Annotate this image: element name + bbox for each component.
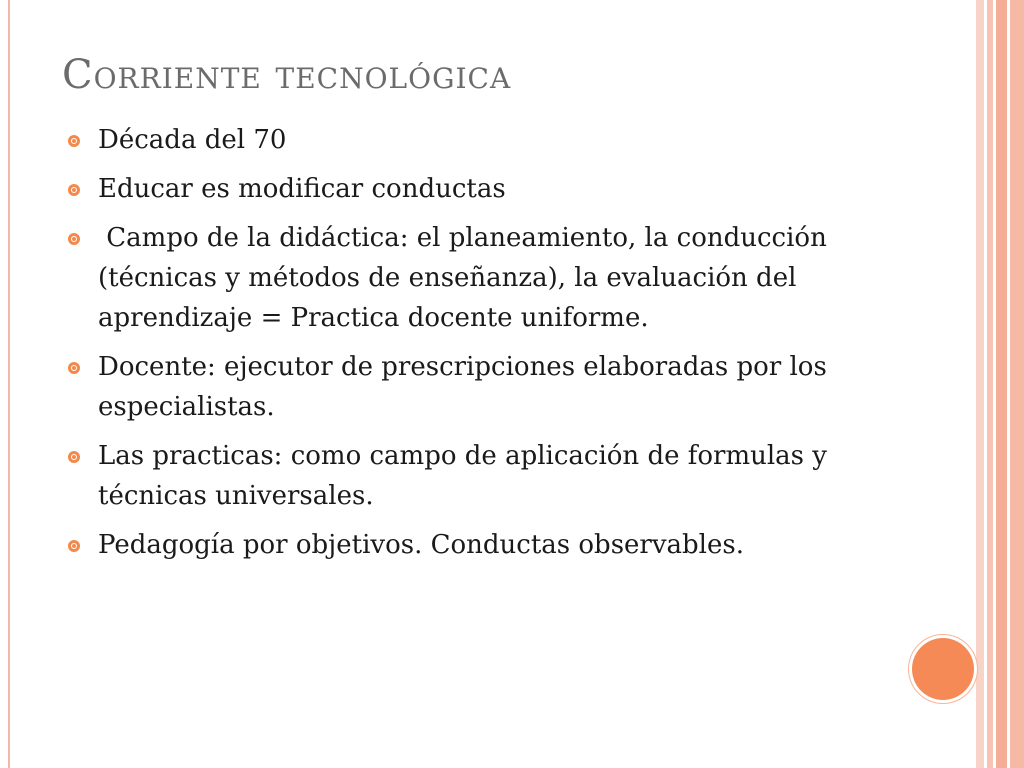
right-border-stripe (996, 0, 1007, 768)
ring-bullet-icon (68, 233, 80, 245)
bullet-item (68, 169, 888, 209)
ring-bullet-icon (68, 135, 80, 147)
bullet-text: Docente: ejecutor de prescripciones elaboradas por los especialistas. (98, 352, 836, 422)
bullet-text: Campo de la didáctica: el planeamiento, la conducción (técnicas y métodos de enseñanza), la evaluación del aprendizaje = Practica docente uniforme. (98, 223, 836, 333)
ring-bullet-icon (68, 362, 80, 374)
bullet-text: Década del 70 (98, 125, 287, 155)
bullet-item (68, 120, 888, 160)
ring-bullet-icon (68, 540, 80, 552)
right-border-stripe (976, 0, 984, 768)
bullet-item (68, 436, 888, 516)
ring-bullet-icon (68, 184, 80, 196)
bullet-item (68, 218, 888, 338)
bullet-text: Pedagogía por objetivos. Conductas observables. (98, 530, 744, 560)
right-border-stripe (1010, 0, 1024, 768)
left-border-line (8, 0, 10, 768)
slide-title: Corriente tecnológica (62, 52, 512, 98)
ring-bullet-icon (68, 451, 80, 463)
bullet-list (68, 120, 888, 574)
bullet-text: Las practicas: como campo de aplicación de formulas y técnicas universales. (98, 441, 836, 511)
bullet-item (68, 347, 888, 427)
decorative-circle-icon (912, 638, 974, 700)
bullet-text: Educar es modificar conductas (98, 174, 506, 204)
bullet-item (68, 525, 888, 565)
